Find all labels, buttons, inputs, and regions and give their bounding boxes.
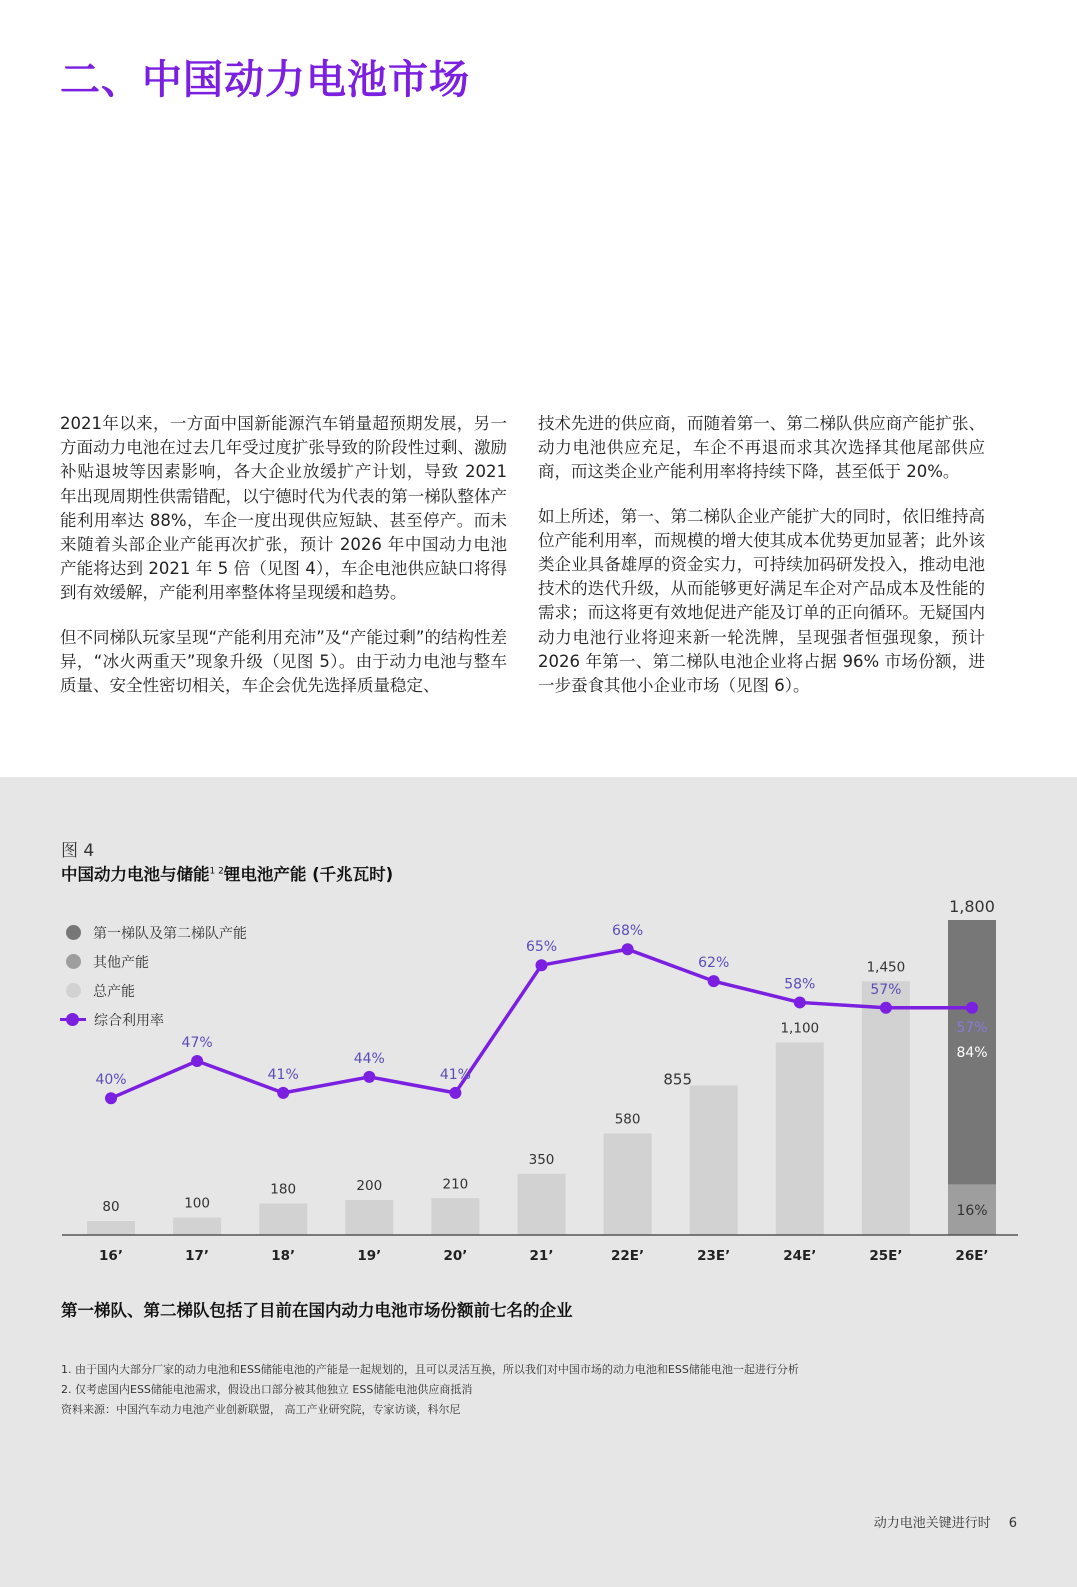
bar-total bbox=[173, 1218, 221, 1236]
bar-value-label: 350 bbox=[528, 1151, 555, 1168]
bar-value-label: 580 bbox=[614, 1111, 641, 1128]
utilization-point bbox=[708, 975, 720, 987]
paragraph: 但不同梯队玩家呈现“产能利用充沛”及“产能过剩”的结构性差异，“冰火两重天”现象升级（见图 5）。由于动力电池与整车质量、安全性密切相关，车企会优先选择质量稳定、 bbox=[60, 627, 507, 696]
utilization-line bbox=[111, 949, 972, 1098]
bar-value-label: 180 bbox=[270, 1181, 297, 1198]
x-tick-label: 20’ bbox=[443, 1248, 468, 1260]
bar-total bbox=[518, 1174, 566, 1235]
bar-total bbox=[690, 1085, 738, 1235]
bar-total bbox=[776, 1043, 824, 1236]
utilization-label: 58% bbox=[784, 976, 816, 993]
bar-total bbox=[431, 1198, 479, 1235]
paragraph: 如上所述，第一、第二梯队企业产能扩大的同时，依旧维持高位产能利用率，而规模的增大使其成本优势更加显著；此外该类企业具备雄厚的资金实力，可持续加码研发投入，推动电池技术的迭代升级，从而能够更好满足车企对产品成本及性能的需求；而这将更有效地促进产能及订单的正向循环。无疑国内动力电池行业将迎来新一轮洗牌，呈现强者恒强现象，预计 2026 年第一、第二梯队电池企业将占据 96% 市场份额，进一步蚕食其他小企业市场（见图 6）。 bbox=[538, 506, 985, 696]
x-tick-label: 24E’ bbox=[783, 1248, 817, 1260]
footer-title: 动力电池关键进行时 bbox=[873, 1516, 991, 1531]
paragraph: 2021年以来，一方面中国新能源汽车销量超预期发展，另一方面动力电池在过去几年受过度扩张导致的阶段性过剩、激励补贴退坡等因素影响，各大企业放缓扩产计划，导致 2021 年出现周期性供需错配，以宁德时代为代表的第一梯队整体产能利用率达 88%，车企一度出现供应短缺、甚至停产。而未来随着头部企业产能再次扩张，预计 2026 年中国动力电池产能将达到 2021 年 5 倍（见图 4），车企电池供应缺口将得到有效缓解，产能利用率整体将呈现缓和趋势。 bbox=[60, 414, 507, 603]
x-tick-label: 19’ bbox=[357, 1248, 382, 1260]
figure-title-rest: 锂电池产能 (千兆瓦时) bbox=[223, 865, 394, 884]
footnote-source: 资料来源：中国汽车动力电池产业创新联盟， 高工产业研究院，专家访谈，科尔尼 bbox=[61, 1403, 461, 1416]
x-tick-label: 26E’ bbox=[955, 1248, 989, 1260]
bar-value-label: 1,450 bbox=[866, 959, 906, 976]
figure-label: 图 4 bbox=[61, 841, 95, 861]
legend-label: 第一梯队及第二梯队产能 bbox=[93, 925, 247, 942]
utilization-point bbox=[966, 1002, 978, 1014]
bar-total bbox=[87, 1221, 135, 1235]
utilization-label: 62% bbox=[698, 955, 730, 972]
utilization-label: 41% bbox=[267, 1066, 299, 1083]
x-tick-label: 23E’ bbox=[697, 1248, 731, 1260]
page-number: 6 bbox=[1008, 1516, 1017, 1531]
x-tick-label: 17’ bbox=[185, 1248, 210, 1260]
text-column-right bbox=[538, 412, 985, 718]
other-share-label: 16% bbox=[956, 1202, 988, 1219]
legend-label: 总产能 bbox=[93, 983, 135, 1000]
x-tick-label: 16’ bbox=[99, 1248, 123, 1260]
bar-value-label: 80 bbox=[102, 1199, 120, 1215]
figure-title-main: 中国动力电池与储能 bbox=[61, 865, 210, 884]
bar-total bbox=[259, 1204, 307, 1236]
legend-label: 综合利用率 bbox=[94, 1012, 164, 1029]
utilization-point bbox=[880, 1002, 892, 1014]
utilization-point bbox=[536, 959, 548, 971]
utilization-point bbox=[277, 1087, 289, 1099]
utilization-point bbox=[622, 943, 634, 955]
x-tick-label: 21’ bbox=[529, 1248, 554, 1260]
footnote: 2. 仅考虑国内ESS储能电池需求，假设出口部分被其他独立 ESS储能电池供应商抵消 bbox=[61, 1383, 473, 1396]
utilization-label: 57% bbox=[956, 1019, 988, 1036]
legend-label: 其他产能 bbox=[93, 954, 149, 971]
utilization-point bbox=[794, 996, 806, 1008]
figure-title-footnote-refs: 1 2 bbox=[209, 866, 224, 877]
utilization-point bbox=[449, 1087, 461, 1099]
text-column-left bbox=[60, 412, 507, 718]
utilization-label: 47% bbox=[181, 1034, 213, 1051]
bar-total bbox=[604, 1134, 652, 1236]
utilization-label: 41% bbox=[439, 1066, 471, 1083]
utilization-label: 57% bbox=[870, 981, 902, 998]
bar-value-label: 1,100 bbox=[780, 1020, 820, 1037]
page-footer bbox=[856, 1512, 1017, 1531]
page-title: 二、中国动力电池市场 bbox=[60, 57, 470, 103]
bar-total bbox=[862, 981, 910, 1235]
utilization-label: 65% bbox=[525, 939, 558, 956]
utilization-point bbox=[105, 1092, 117, 1104]
x-tick-label: 22E’ bbox=[611, 1248, 645, 1260]
figure-subnote: 第一梯队、第二梯队包括了目前在国内动力电池市场份额前七名的企业 bbox=[61, 1301, 573, 1320]
footnote: 1. 由于国内大部分厂家的动力电池和ESS储能电池的产能是一起规划的，且可以灵活互换，所以我们对中国市场的动力电池和ESS储能电池一起进行分析 bbox=[61, 1363, 799, 1376]
utilization-point bbox=[191, 1055, 203, 1067]
bar-value-label: 200 bbox=[356, 1178, 383, 1194]
utilization-point bbox=[363, 1071, 375, 1083]
bar-value-label: 855 bbox=[663, 1070, 693, 1089]
x-tick-label: 25E’ bbox=[869, 1248, 903, 1260]
utilization-label: 40% bbox=[95, 1072, 127, 1089]
bar-value-label: 210 bbox=[442, 1176, 469, 1193]
footnotes bbox=[61, 1360, 799, 1420]
bar-value-label: 100 bbox=[184, 1195, 210, 1212]
tier12-share-label: 84% bbox=[956, 1045, 988, 1061]
utilization-label: 68% bbox=[612, 923, 644, 940]
paragraph: 技术先进的供应商，而随着第一、第二梯队供应商产能扩张、动力电池供应充足，车企不再退而求其次选择其他尾部供应商，而这类企业产能利用率将持续下降，甚至低于 20%。 bbox=[538, 414, 985, 482]
x-tick-label: 18’ bbox=[271, 1248, 296, 1260]
bar-total bbox=[345, 1200, 393, 1235]
utilization-label: 44% bbox=[353, 1050, 385, 1067]
bar-value-label: 1,800 bbox=[949, 897, 995, 916]
capacity-chart bbox=[0, 880, 1077, 1260]
